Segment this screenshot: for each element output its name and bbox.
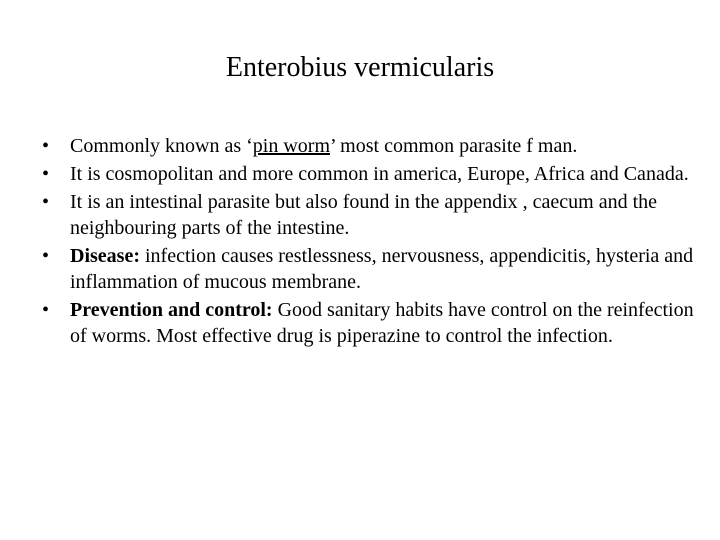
bullet-icon: • <box>42 163 50 185</box>
bullet-text <box>70 135 577 157</box>
bullet-icon: • <box>42 191 50 213</box>
bullet-item-prevention <box>42 297 702 349</box>
bullet-icon: • <box>42 245 50 267</box>
bullet-icon: • <box>42 299 50 321</box>
bullet-item-distribution <box>42 161 702 187</box>
bullet-item-disease <box>42 243 702 295</box>
bullet-text: It is cosmopolitan and more common in america, Europe, Africa and Canada. <box>70 163 689 185</box>
bullet-text <box>70 245 693 293</box>
bullet-text: It is an intestinal parasite but also found in the appendix , caecum and the neighbouring parts of the intestine. <box>70 191 658 239</box>
bullet-label: Disease: <box>70 245 140 267</box>
bullet-list <box>42 133 702 351</box>
bullet-text <box>70 299 694 347</box>
bullet-item-common-name <box>42 133 702 159</box>
bullet-text-prefix: Commonly known as ‘ <box>70 135 253 157</box>
slide-title: Enterobius vermicularis <box>225 52 495 83</box>
bullet-text-suffix: ’ most common parasite f man. <box>330 135 578 157</box>
bullet-item-location <box>42 189 702 241</box>
bullet-body: Good sanitary habits have control on the reinfection of worms. Most effective drug is piperazine to control the infection. <box>70 299 694 347</box>
bullet-text-underlined-term: pin worm <box>252 135 330 157</box>
bullet-label: Prevention and control: <box>70 299 273 321</box>
bullet-icon: • <box>42 135 50 157</box>
bullet-body: infection causes restlessness, nervousness, appendicitis, hysteria and inflammation of mucous membrane. <box>70 245 694 293</box>
